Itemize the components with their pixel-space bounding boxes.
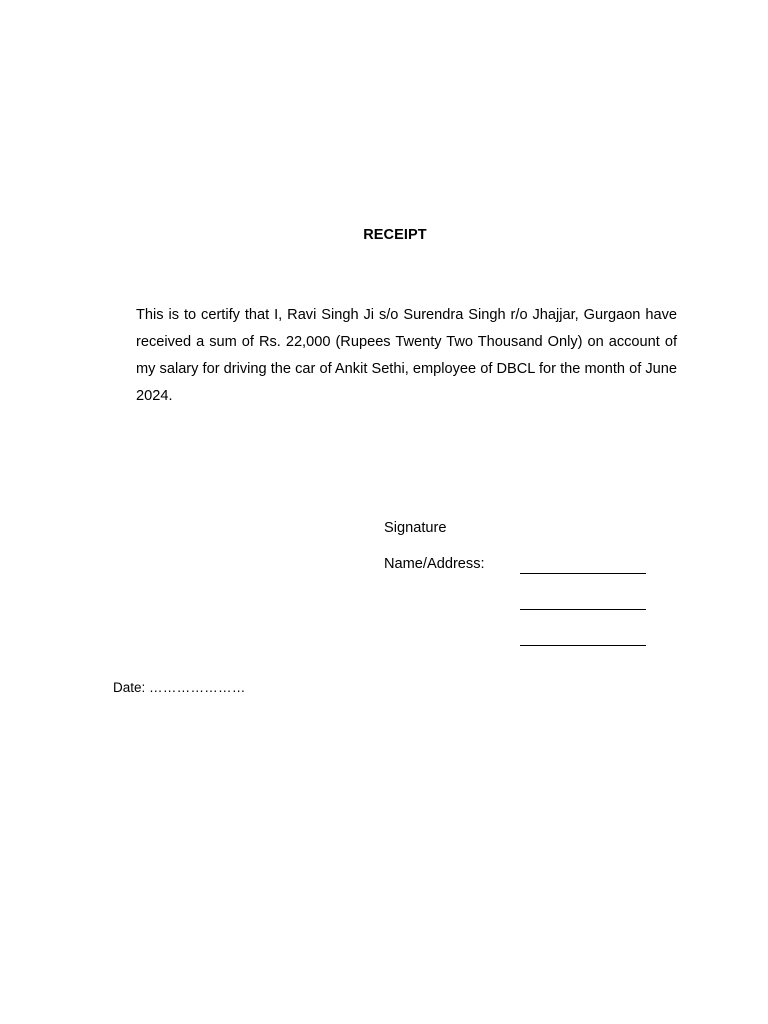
name-address-label: Name/Address: xyxy=(384,556,485,572)
signature-label: Signature xyxy=(384,520,447,536)
date-placeholder-dots: ………………… xyxy=(149,680,246,695)
name-address-blank-line-2 xyxy=(520,609,646,610)
name-address-blank-line-3 xyxy=(520,645,646,646)
date-label: Date: xyxy=(113,680,146,695)
page-title: RECEIPT xyxy=(363,227,427,243)
receipt-body-paragraph: This is to certify that I, Ravi Singh Ji s/o Surendra Singh r/o Jhajjar, Gurgaon have received a sum of Rs. 22,000 (Rupees Twenty Two Thousand Only) on account of my salary for driving the car of Ankit Sethi, employee of DBCL for the month of June 2024. xyxy=(136,307,677,404)
date-field xyxy=(113,680,246,695)
name-address-blank-line-1 xyxy=(520,573,646,574)
